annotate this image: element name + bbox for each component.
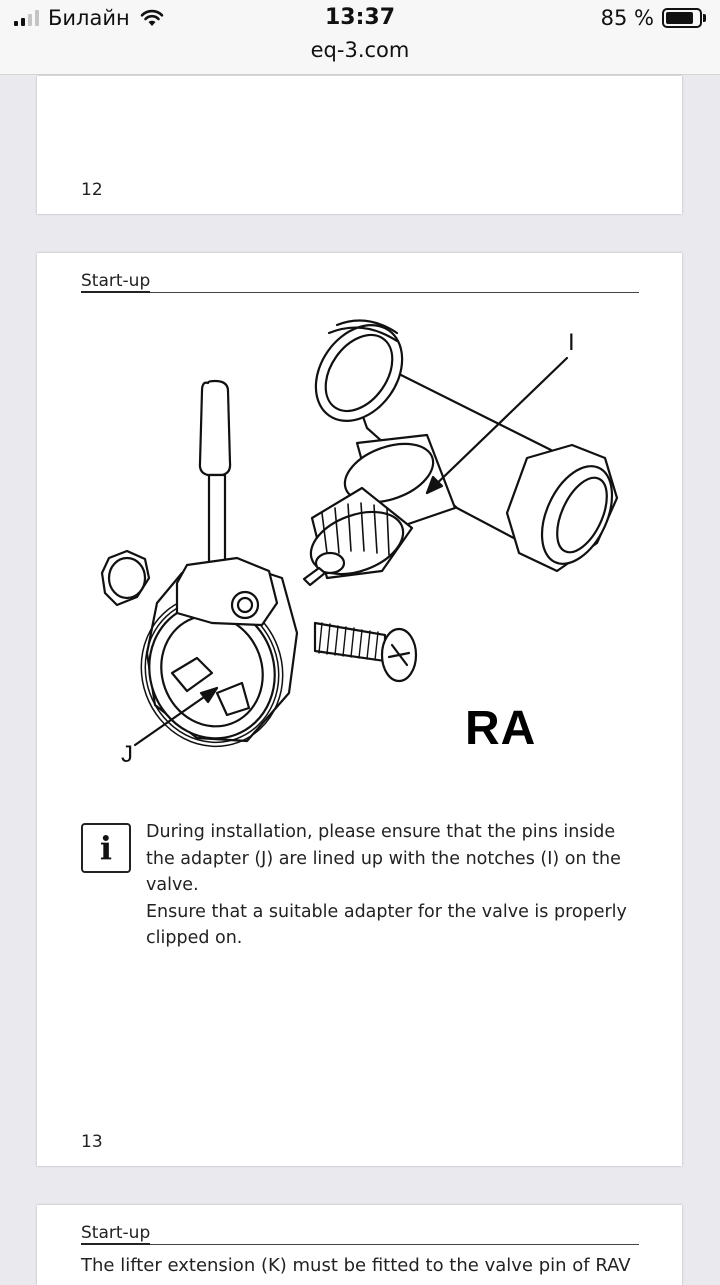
battery-tip	[703, 14, 706, 22]
section-title: Start-up	[81, 271, 151, 291]
carrier-name: Билайн	[48, 6, 130, 30]
note-paragraph-1: During installation, please ensure that the pins inside the adapter (J) are lined up with the notches (I) on the valve.	[146, 822, 621, 895]
pdf-page-14	[37, 1205, 682, 1285]
installation-note	[146, 819, 646, 952]
pdf-page-12	[37, 76, 682, 214]
section-title: Start-up	[81, 1223, 151, 1243]
browser-top-bar	[0, 0, 720, 75]
battery-percent: 85 %	[600, 6, 654, 30]
note-paragraph-2: Ensure that a suitable adapter for the valve is properly clipped on.	[146, 901, 627, 948]
pdf-page-13	[37, 253, 682, 1166]
page-number: 13	[81, 1132, 103, 1152]
battery-icon	[662, 8, 702, 28]
info-icon: i	[81, 823, 131, 873]
body-text: The lifter extension (K) must be fitted to the valve pin of RAV	[81, 1255, 631, 1276]
section-heading	[81, 1223, 639, 1245]
page-number: 12	[81, 180, 103, 200]
label-j: J	[121, 741, 133, 768]
status-right	[601, 6, 706, 30]
valve-adapter-illustration	[37, 253, 682, 798]
label-i: I	[568, 329, 575, 356]
clock: 13:37	[324, 5, 396, 30]
url-field[interactable]: eq-3.com	[310, 38, 410, 62]
battery-level	[666, 12, 693, 24]
valve-type-label: RA	[465, 702, 537, 755]
